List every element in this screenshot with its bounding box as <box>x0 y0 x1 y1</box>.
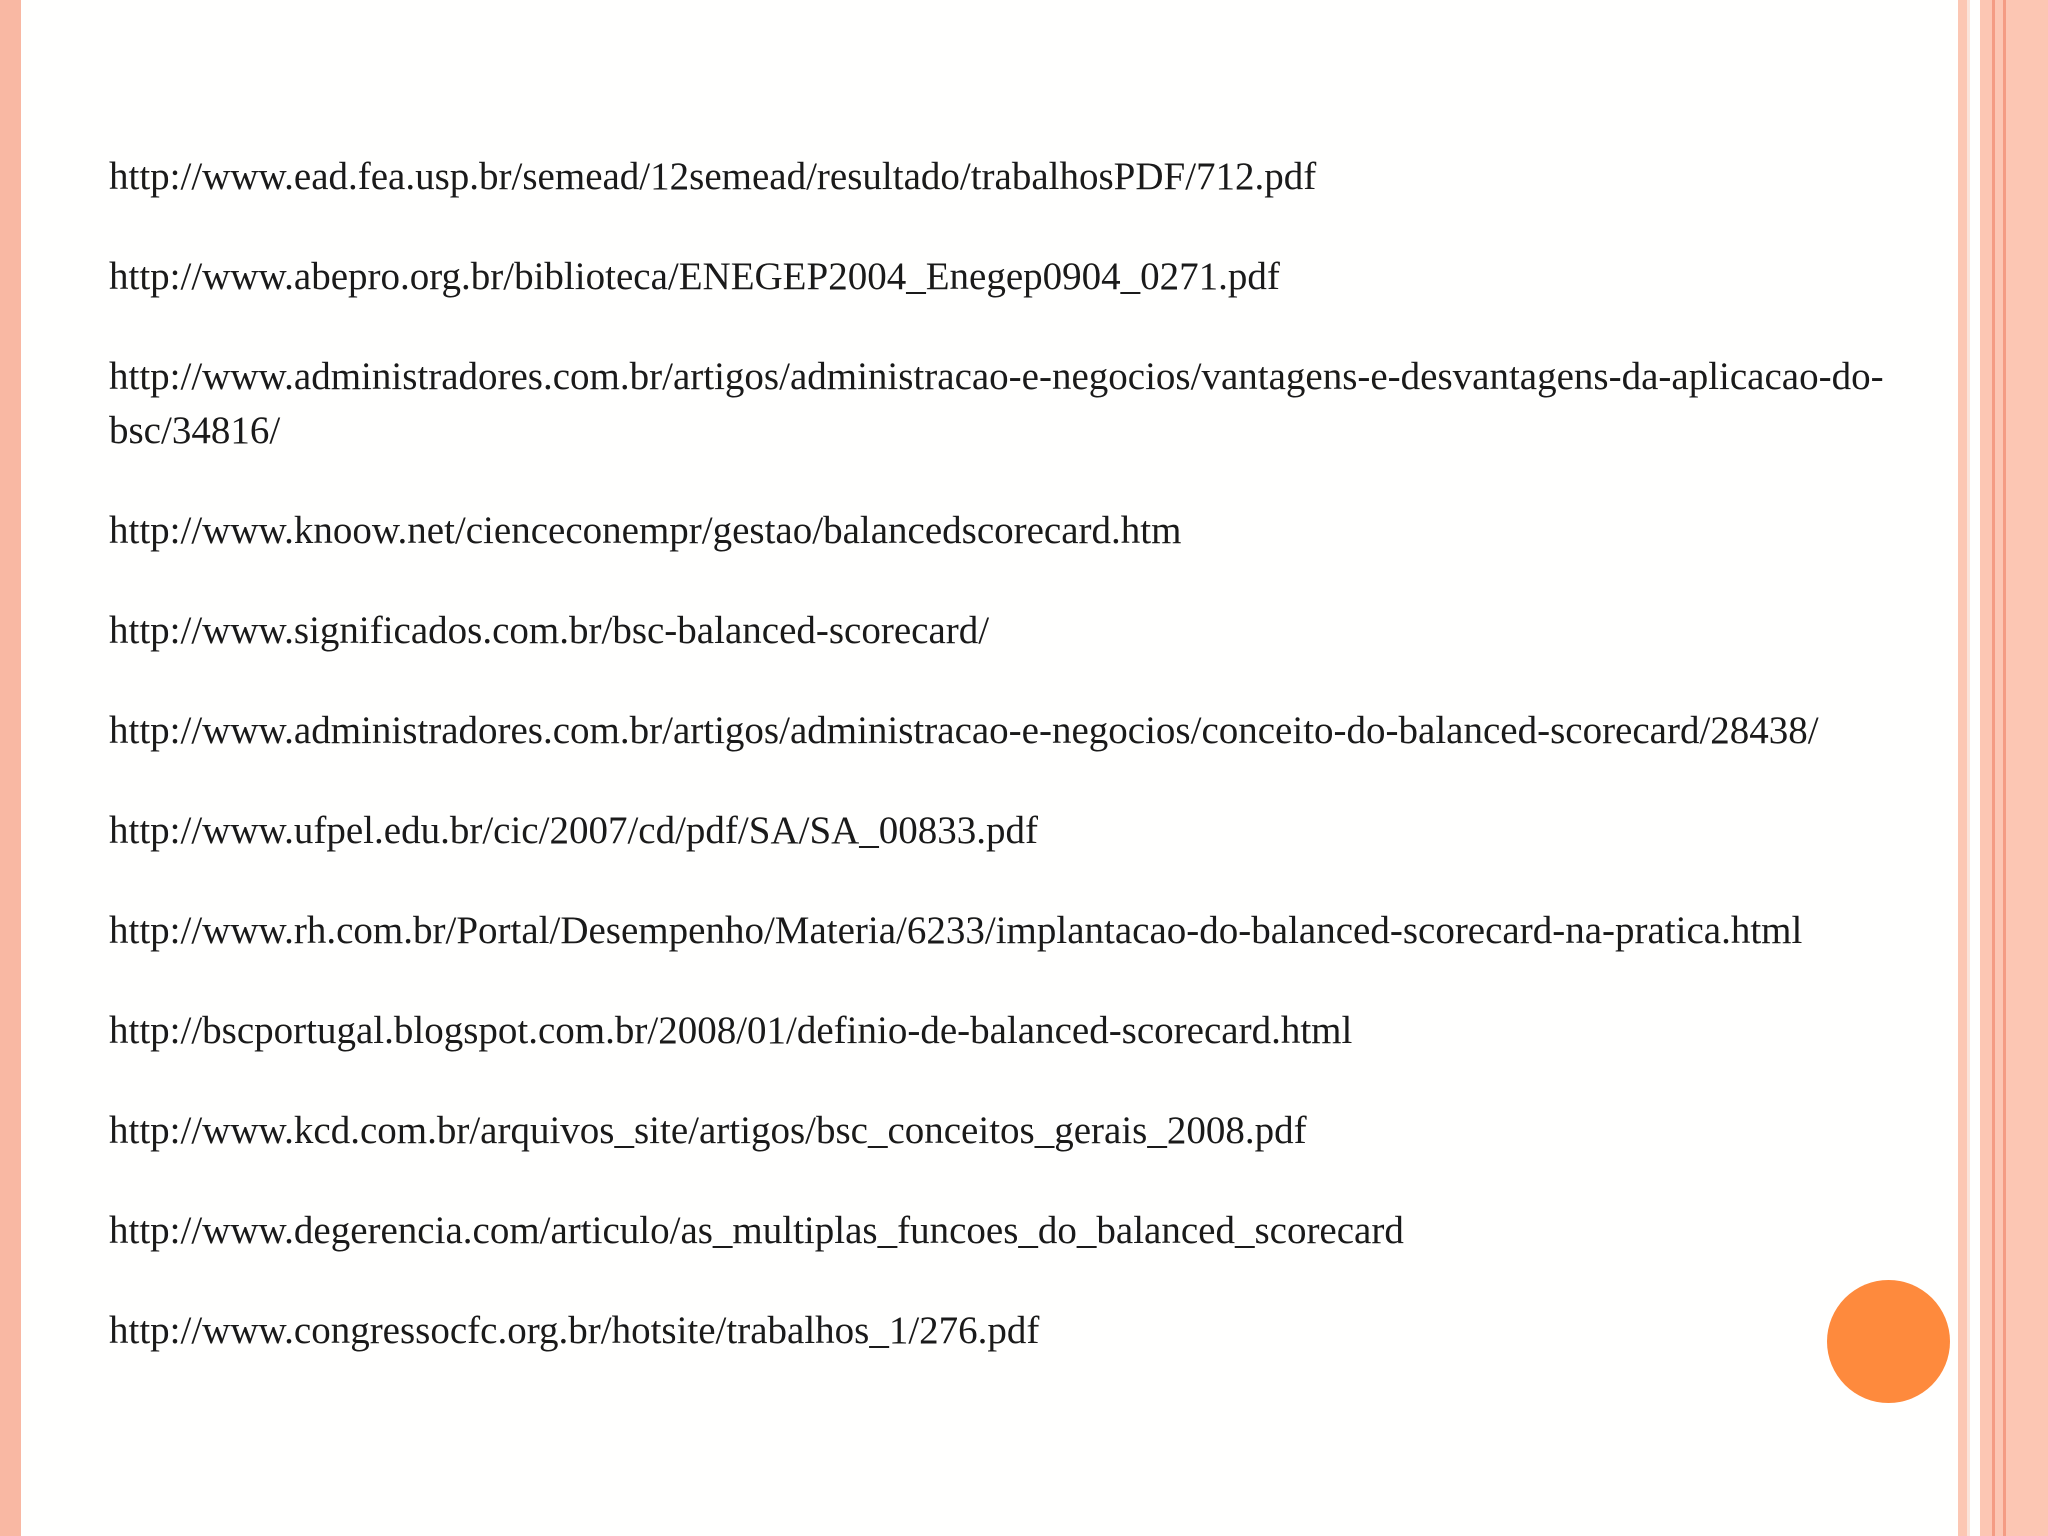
right-border-stripe <box>1967 0 1970 1536</box>
reference-link[interactable]: http://www.ufpel.edu.br/cic/2007/cd/pdf/SA/SA_00833.pdf <box>109 809 1039 852</box>
reference-item <box>109 604 1889 658</box>
reference-item <box>109 1004 1889 1058</box>
reference-item <box>109 804 1889 858</box>
reference-link[interactable]: http://www.administradores.com.br/artigos/administracao-e-negocios/conceito-do-balanced-scorecard/28438/ <box>109 709 1819 752</box>
reference-link[interactable]: http://www.abepro.org.br/biblioteca/ENEGEP2004_Enegep0904_0271.pdf <box>109 255 1280 298</box>
reference-item <box>109 1304 1889 1358</box>
reference-link[interactable]: http://www.ead.fea.usp.br/semead/12semead/resultado/trabalhosPDF/712.pdf <box>109 155 1317 198</box>
reference-link[interactable]: http://www.congressocfc.org.br/hotsite/trabalhos_1/276.pdf <box>109 1309 1040 1352</box>
reference-link[interactable]: http://www.rh.com.br/Portal/Desempenho/Materia/6233/implantacao-do-balanced-scorecard-na-pratica.html <box>109 909 1803 952</box>
reference-link[interactable]: http://www.administradores.com.br/artigos/administracao-e-negocios/vantagens-e-desvantagens-da-aplicacao-do-bsc/34816/ <box>109 355 1884 452</box>
reference-link-list <box>109 150 1889 1404</box>
right-border-stripe <box>1958 0 1967 1536</box>
right-border-line <box>1992 0 1995 1536</box>
orange-circle-decoration <box>1827 1280 1950 1403</box>
reference-item <box>109 250 1889 304</box>
reference-link[interactable]: http://www.knoow.net/cienceconempr/gestao/balancedscorecard.htm <box>109 509 1182 552</box>
reference-link[interactable]: http://www.significados.com.br/bsc-balanced-scorecard/ <box>109 609 990 652</box>
reference-item <box>109 704 1889 758</box>
reference-item <box>109 150 1889 204</box>
right-border-band <box>1980 0 2048 1536</box>
reference-link[interactable]: http://www.degerencia.com/articulo/as_multiplas_funcoes_do_balanced_scorecard <box>109 1209 1404 1252</box>
right-border-line <box>2003 0 2006 1536</box>
reference-item <box>109 504 1889 558</box>
reference-item <box>109 1204 1889 1258</box>
left-border-stripe <box>0 0 21 1536</box>
reference-link[interactable]: http://www.kcd.com.br/arquivos_site/artigos/bsc_conceitos_gerais_2008.pdf <box>109 1109 1307 1152</box>
reference-item <box>109 1104 1889 1158</box>
reference-item <box>109 904 1889 958</box>
reference-item <box>109 350 1889 458</box>
reference-link[interactable]: http://bscportugal.blogspot.com.br/2008/01/definio-de-balanced-scorecard.html <box>109 1009 1353 1052</box>
